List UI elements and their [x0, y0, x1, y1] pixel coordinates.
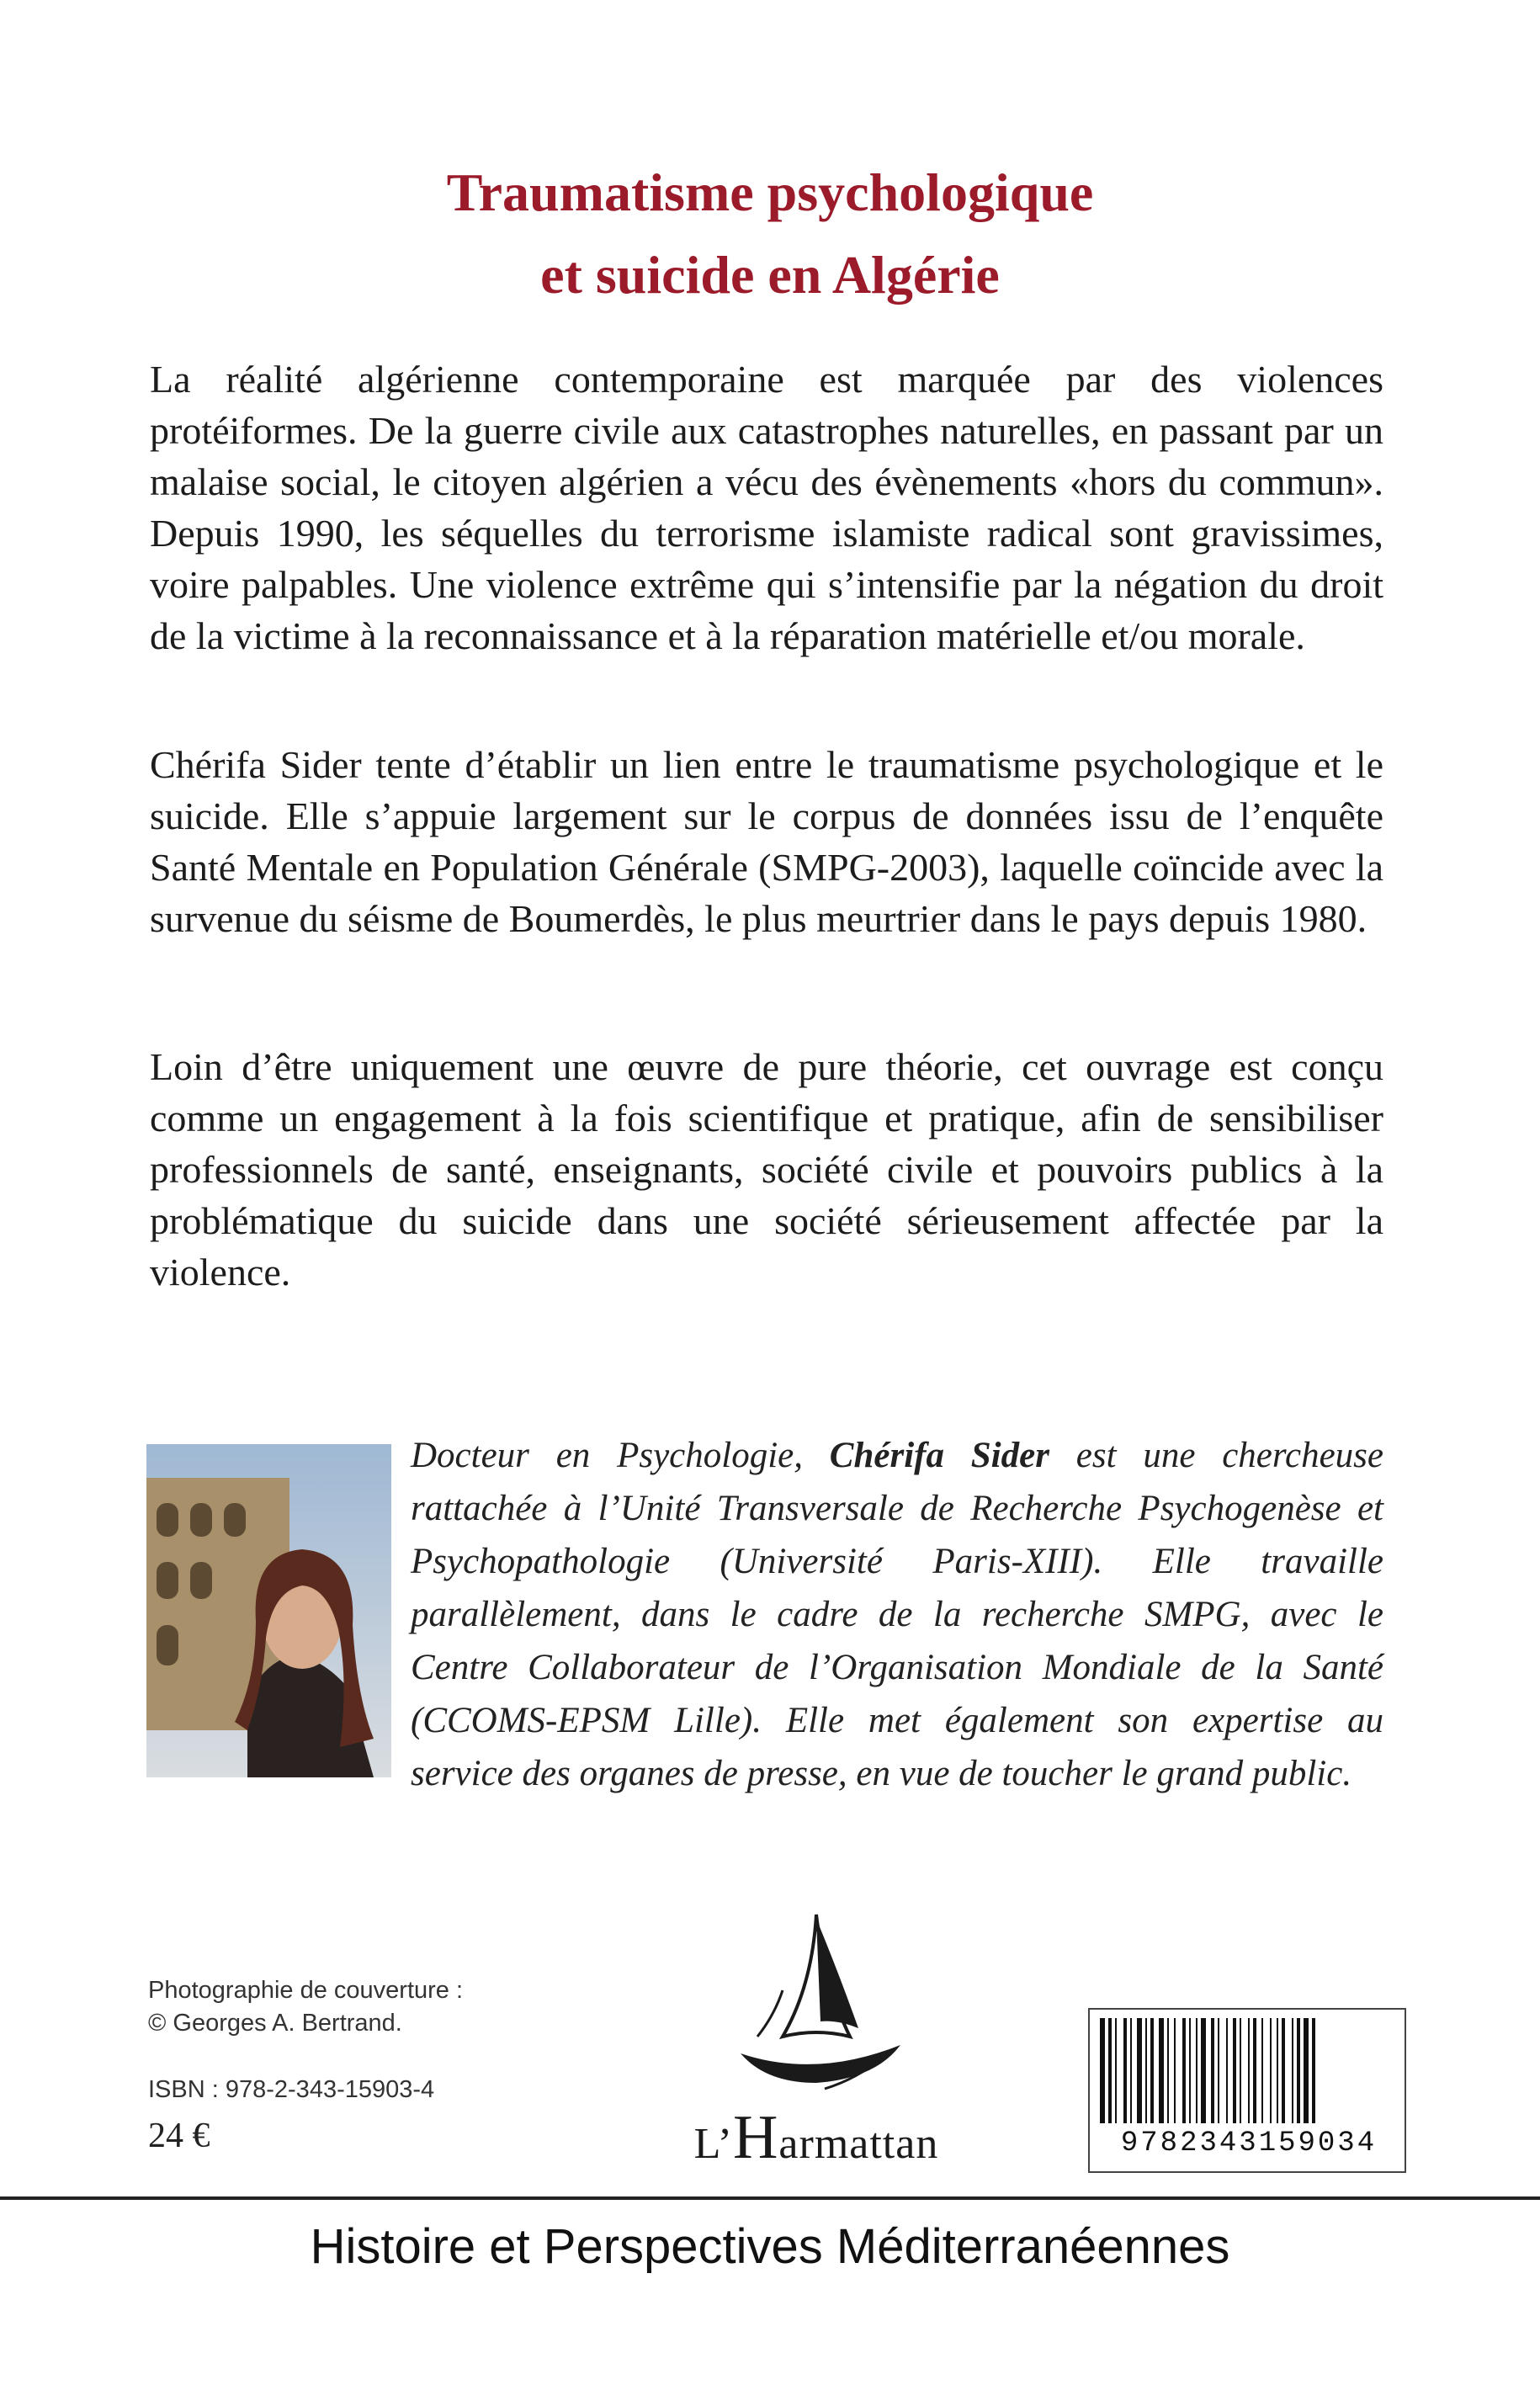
author-bio [411, 1429, 1383, 1800]
publisher-rest: armattan [778, 2120, 939, 2168]
book-title [0, 151, 1540, 316]
collection-name: Histoire et Perspectives Méditerranéennes [310, 2219, 1230, 2274]
barcode-bar [1226, 2018, 1228, 2123]
barcode-bar [1218, 2018, 1219, 2123]
publisher-initial: H [732, 2103, 779, 2172]
barcode-bar [1312, 2018, 1315, 2123]
author-bio-prefix: Docteur en Psychologie, [411, 1436, 830, 1475]
publisher-logo [690, 1910, 943, 2180]
barcode-bar [1189, 2018, 1191, 2123]
photo-credit-label: Photographie de couverture : [148, 1977, 464, 2004]
isbn-text: ISBN : 978-2-343-15903-4 [148, 2076, 435, 2103]
barcode-bar [1108, 2018, 1112, 2123]
author-photo [146, 1444, 391, 1777]
barcode-bar [1261, 2018, 1263, 2123]
barcode-bar [1282, 2018, 1285, 2123]
barcode [1088, 2008, 1406, 2173]
barcode-bar [1240, 2018, 1241, 2123]
barcode-bar [1201, 2018, 1206, 2123]
summary-paragraph-2: Chérifa Sider tente d’établir un lien entre le traumatisme psychologique et le suicide. Elle s’appuie largement sur le corpus de données issu de l’enquête Santé Mentale en Population Générale (SMPG-2003), laquelle coïncide avec la survenue du séisme de Boumerdès, le plus meurtrier dans le pays depuis 1980. [150, 743, 1383, 940]
barcode-bar [1115, 2018, 1117, 2123]
barcode-bar [1297, 2018, 1300, 2123]
summary-paragraph-1: La réalité algérienne contemporaine est marquée par des violences protéiformes. De la guerre civile aux catastrophes naturelles, en passant par un malaise social, le citoyen algérien a vécu des évènements «hors du commun». Depuis 1990, les séquelles du terrorisme islamiste radical sont gravissimes, voire palpables. Une violence extrême qui s’intensifie par la négation du droit de la victime à la reconnaissance et à la réparation matérielle et/ou morale. [150, 358, 1383, 657]
barcode-bar [1270, 2018, 1272, 2123]
barcode-bar [1253, 2018, 1256, 2123]
author-bio-rest: est une chercheuse rattachée à l’Unité Transversale de Recherche Psychogenèse et Psychopathologie (Université Paris-XIII). Elle travaille parallèlement, dans le cadre de la recherche SMPG, avec le Centre Collaborateur de l’Organisation Mondiale de la Santé (CCOMS-EPSM Lille). Elle met également son expertise au service des organes de presse, en vue de toucher le grand public. [411, 1436, 1383, 1793]
sailboat-icon [690, 1910, 943, 2112]
publisher-name [690, 2102, 943, 2174]
barcode-bar [1304, 2018, 1309, 2123]
barcode-bar [1159, 2018, 1164, 2123]
barcode-bar [1100, 2018, 1105, 2123]
barcode-bar [1130, 2018, 1132, 2123]
barcode-bar [1150, 2018, 1154, 2123]
photo-credit-name: © Georges A. Bertrand. [148, 2010, 402, 2037]
barcode-bars [1090, 2010, 1405, 2127]
title-line-2: et suicide en Algérie [540, 245, 1000, 305]
price: 24 € [148, 2117, 210, 2155]
barcode-digits: 9782343159034 [1120, 2127, 1378, 2159]
title-line-1: Traumatisme psychologique [446, 162, 1094, 222]
barcode-bar [1277, 2018, 1278, 2123]
divider-line [0, 2196, 1540, 2200]
barcode-bar [1233, 2018, 1236, 2123]
barcode-bar [1211, 2018, 1214, 2123]
summary-paragraph-3: Loin d’être uniquement une œuvre de pure théorie, cet ouvrage est conçu comme un engagement à la fois scientifique et pratique, afin de sensibiliser professionnels de santé, enseignants, société civile et pouvoirs publics à la problématique du suicide dans une société sérieusement affectée par la violence. [150, 1045, 1383, 1293]
barcode-bar [1182, 2018, 1186, 2123]
publisher-prefix: L’ [693, 2120, 733, 2168]
barcode-bar [1292, 2018, 1293, 2123]
barcode-bar [1123, 2018, 1127, 2123]
barcode-bar [1196, 2018, 1197, 2123]
barcode-bar [1174, 2018, 1176, 2123]
barcode-bar [1145, 2018, 1147, 2123]
barcode-bar [1167, 2018, 1169, 2123]
barcode-bar [1248, 2018, 1250, 2123]
barcode-bar [1137, 2018, 1142, 2123]
author-name: Chérifa Sider [829, 1436, 1049, 1475]
